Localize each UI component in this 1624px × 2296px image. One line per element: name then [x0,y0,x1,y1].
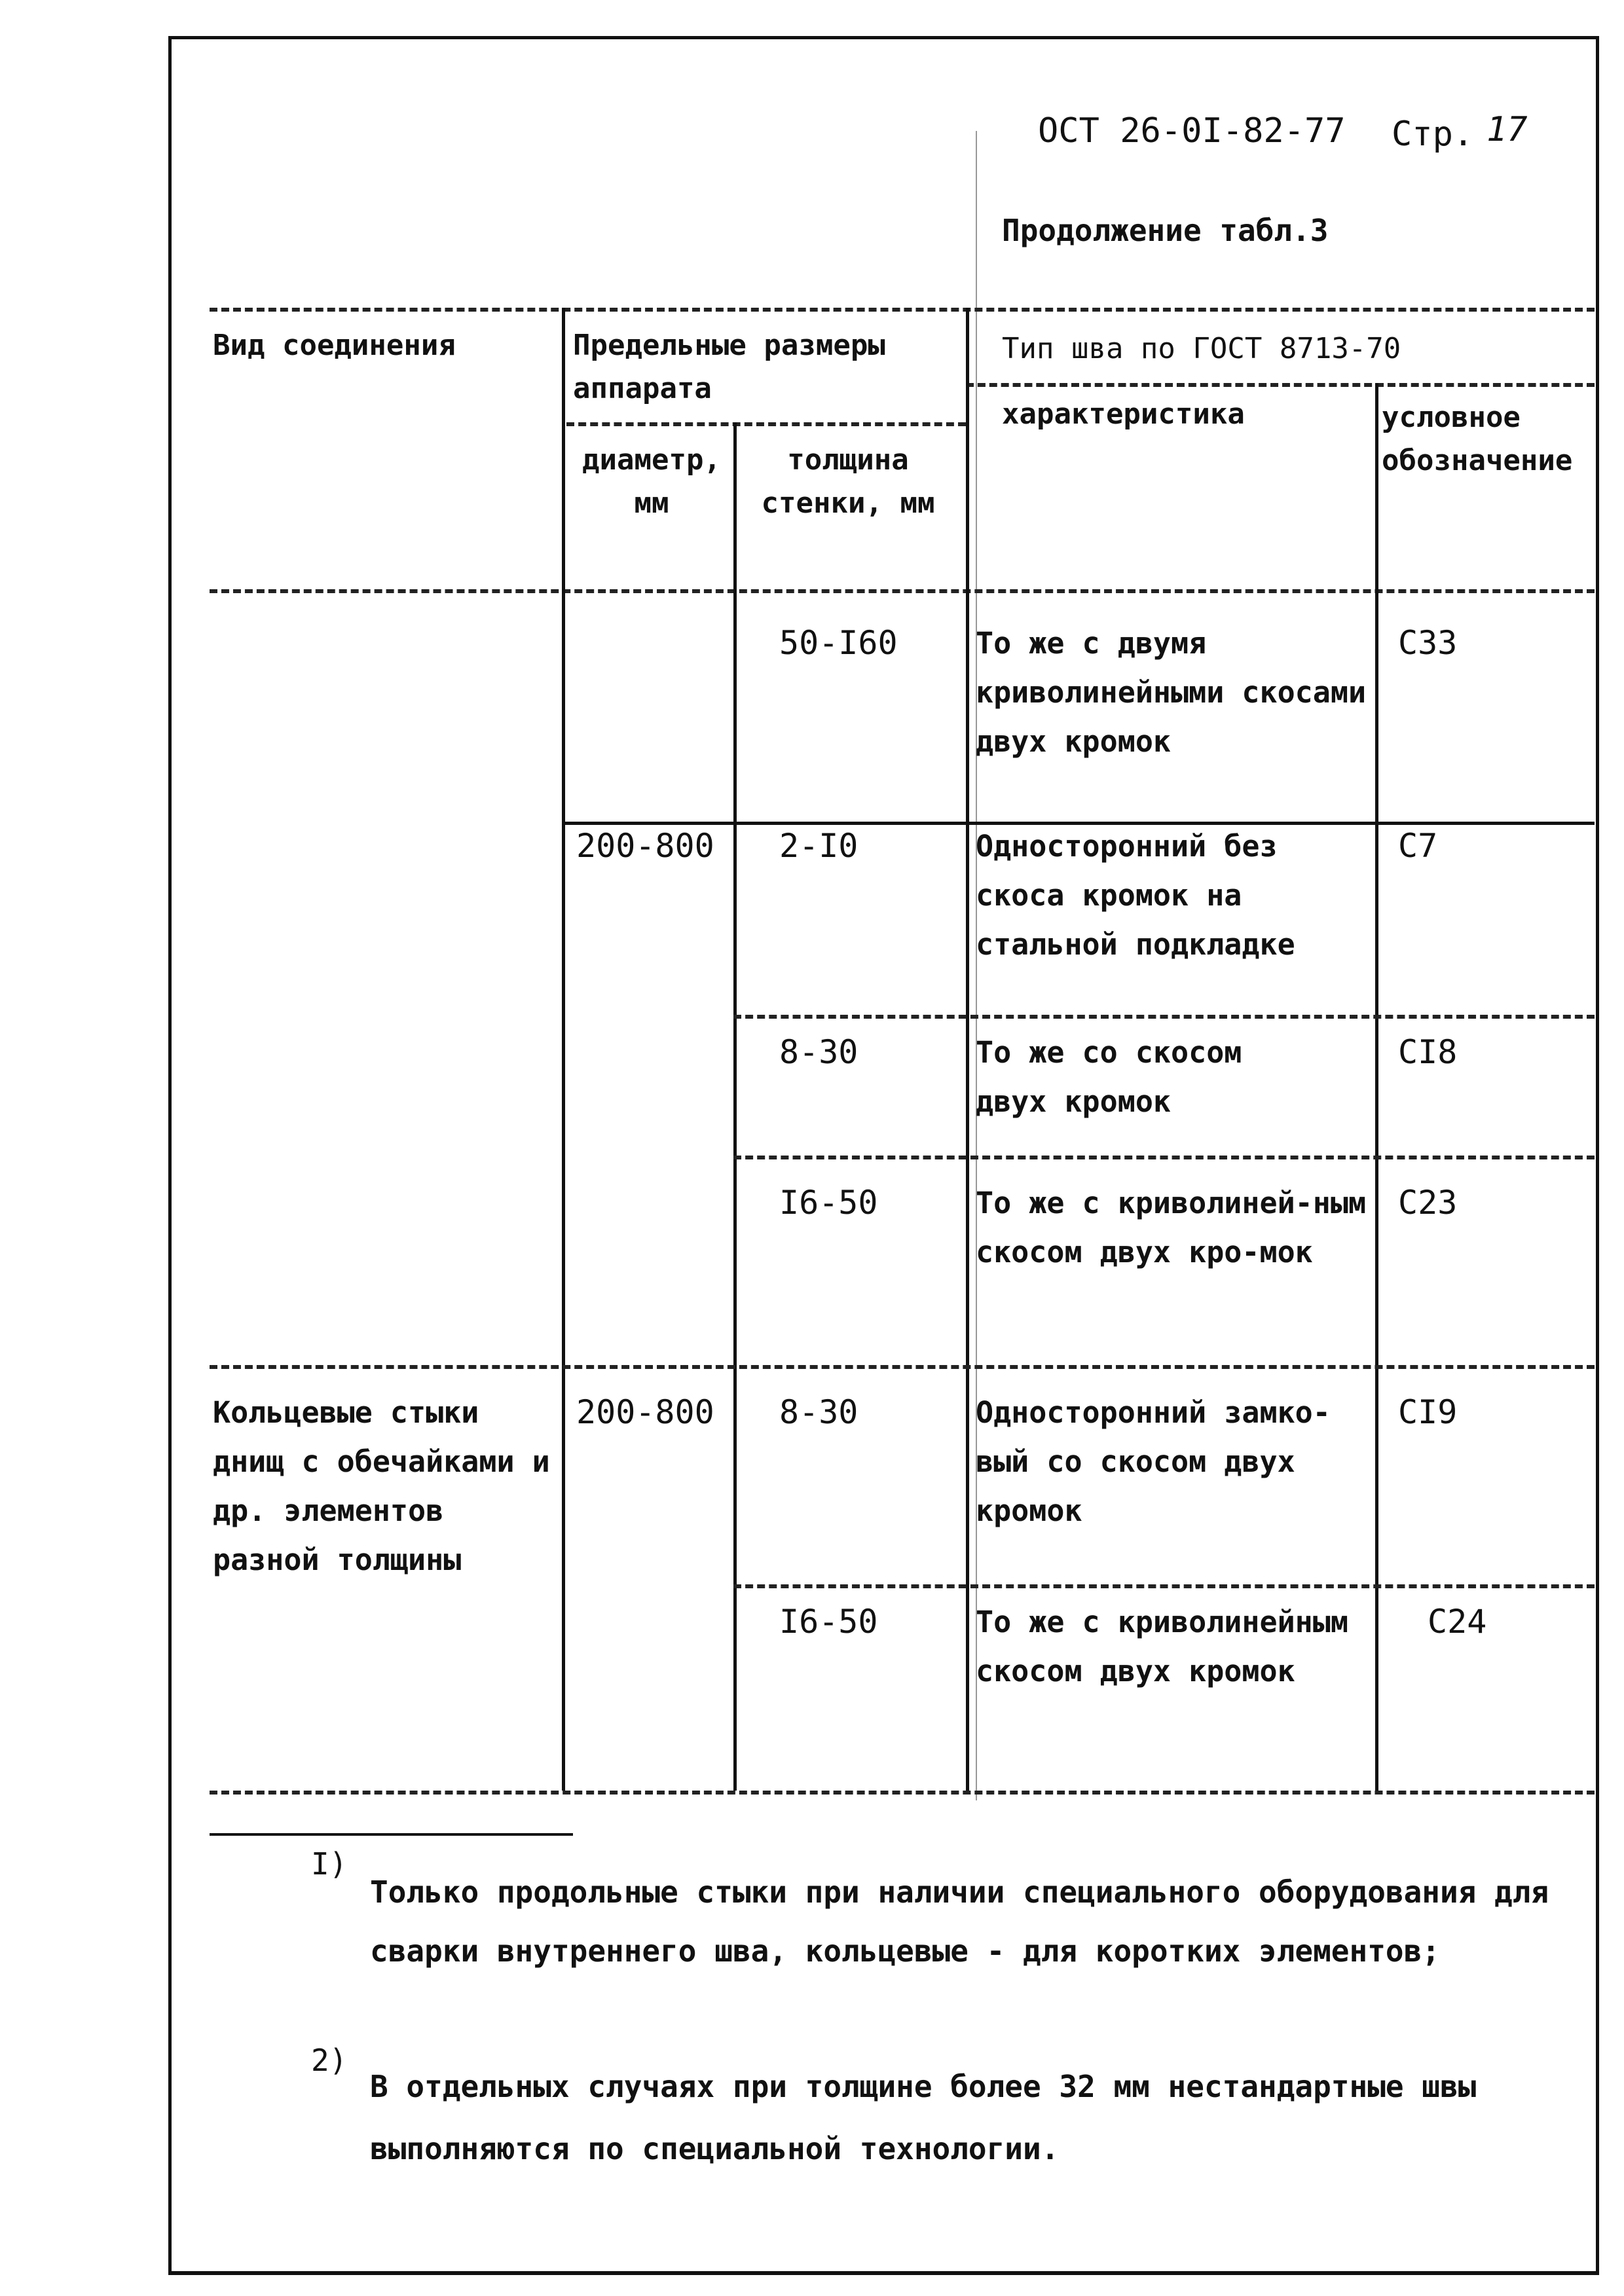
row3-characteristic: То же со скосом двух кромок [976,1035,1242,1119]
column-divider-3 [966,308,969,1791]
header-limits: Предельные размеры аппарата [573,329,885,405]
row5-joint-type: Кольцевые стыки днищ с обечайками и др. элементов разной толщины [213,1395,550,1577]
header-diameter: диаметр, мм [582,443,721,520]
footnote-1-mark: I) [311,1846,348,1882]
row5-designation: СI9 [1398,1393,1458,1431]
row4-thickness: I6-50 [779,1184,878,1222]
row5-thickness: 8-30 [779,1393,858,1431]
header-weld-type: Тип шва по ГОСТ 8713-70 [1002,332,1401,365]
table-continuation-label: Продолжение табл.3 [1002,213,1329,248]
table-top-rule [210,308,1595,312]
column-divider-1 [562,308,565,1791]
weld-type-header-rule [966,383,1595,387]
row6-designation: С24 [1428,1603,1487,1641]
column-divider-4 [1375,383,1378,1791]
row-rule-5 [733,1584,1595,1588]
row-rule-3 [733,1156,1595,1159]
row1-characteristic: То же с двумя криволинейными скосами двух кромок [976,626,1367,759]
header-thickness: толщина стенки, мм [761,443,935,520]
header-designation: условное обозначение [1382,401,1573,477]
row6-characteristic: То же с криволинейным скосом двух кромок [976,1605,1348,1688]
row-rule-2 [733,1015,1595,1019]
row5-diameter: 200-800 [576,1393,714,1431]
row2-thickness: 2-I0 [779,827,858,865]
row1-designation: С33 [1398,624,1458,662]
row6-thickness: I6-50 [779,1603,878,1641]
row3-thickness: 8-30 [779,1033,858,1071]
header-joint-type: Вид соединения [213,329,456,362]
table-bottom-rule [210,1791,1595,1795]
footnote-1-text: Только продольные стыки при наличии специального оборудования для сварки внутреннего шва, кольцевые - для коротких элементов; [370,1874,1549,1969]
row5-characteristic: Односторонний замко-вый со скосом двух кромок [976,1395,1331,1528]
page-label: Стр. [1392,115,1474,154]
footnote-2-mark: 2) [311,2043,348,2078]
header-characteristic: характеристика [1002,397,1245,431]
row4-designation: С23 [1398,1184,1458,1222]
row4-characteristic: То же с криволиней-ным скосом двух кро-мок [976,1186,1367,1269]
header-bottom-rule [210,589,1595,593]
row2-characteristic: Односторонний без скоса кромок на стальной подкладке [976,829,1295,962]
row2-diameter: 200-800 [576,827,714,865]
limits-header-rule [566,422,966,426]
row1-thickness: 50-I60 [779,624,898,662]
footnote-separator [210,1833,573,1836]
row3-designation: СI8 [1398,1033,1458,1071]
footnote-2-text: В отдельных случаях при толщине более 32 мм нестандартные швы выполняются по специальной технологии. [370,2069,1477,2166]
row2-designation: С7 [1398,827,1438,865]
page-number: 17 [1486,110,1528,149]
row-rule-4 [210,1365,1595,1369]
document-code: ОСТ 26-0I-82-77 [1038,111,1346,151]
